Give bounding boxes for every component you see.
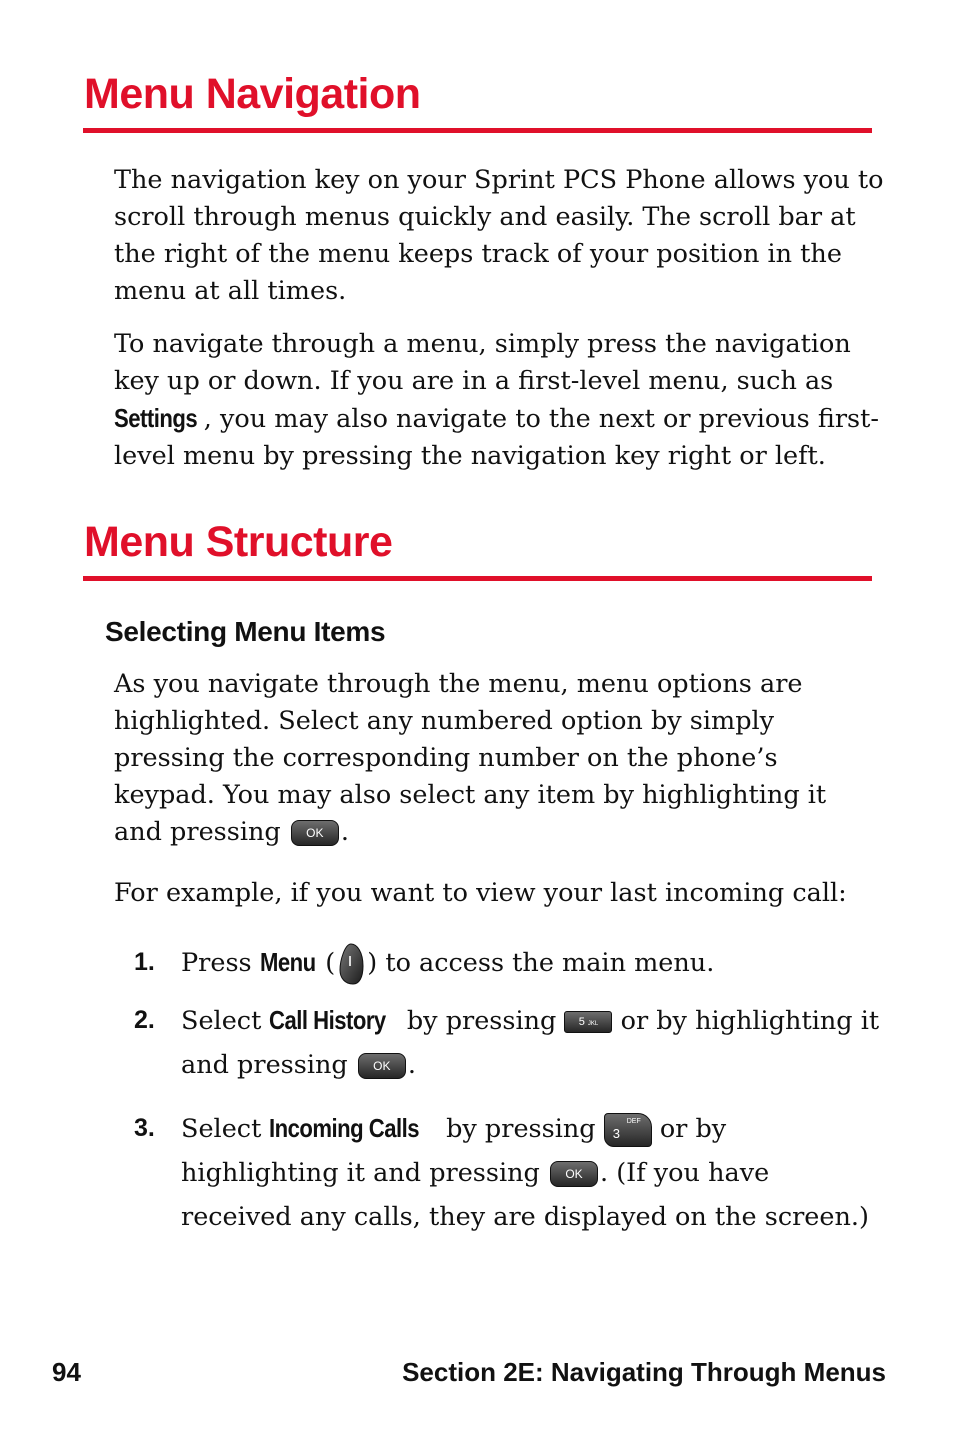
step-text [181, 940, 881, 986]
step-text-part: or by highlighting it and pressing [181, 1114, 727, 1188]
step-text [181, 1106, 881, 1239]
key-5-icon [564, 1011, 612, 1033]
key-digit: 3 [612, 1126, 620, 1141]
key-3-icon [604, 1113, 652, 1147]
menu-softkey-icon [337, 942, 365, 986]
key-letters: DEF [626, 1118, 641, 1125]
heading-menu-navigation: Menu Navigation [84, 70, 421, 118]
step-text-part: ) to access the main menu. [367, 948, 715, 978]
step-text [181, 998, 881, 1087]
paragraph-text: , you may also navigate to the next or previous first-level menu by pressing the navigation key right or left. [114, 404, 879, 471]
step-text-part: Press [181, 948, 260, 978]
section-label: Section 2E: Navigating Through Menus [402, 1357, 886, 1387]
term-menu: Menu [259, 947, 316, 977]
ok-key-icon: OK [291, 820, 339, 846]
subheading-selecting-menu-items: Selecting Menu Items [105, 616, 386, 647]
paragraph-selecting [114, 666, 874, 851]
heading-menu-structure: Menu Structure [84, 518, 393, 566]
heading-rule [83, 128, 872, 133]
page-number: 94 [52, 1357, 81, 1387]
term-incoming-calls: Incoming Calls [269, 1113, 420, 1143]
step-text-part: by pressing [437, 1114, 604, 1144]
paragraph-example: For example, if you want to view your last incoming call: [114, 878, 847, 908]
paragraph-text: As you navigate through the menu, menu options are highlighted. Select any numbered option by simply pressing the corresponding number on the phone’s keypad. You may also select any item by highlighting it and pressing [114, 669, 827, 847]
key-letters: JKL [587, 1021, 599, 1027]
step-number: 1. [134, 948, 155, 976]
step-text-part: ( [317, 948, 336, 978]
step-text-part: Select [181, 1006, 270, 1036]
ok-key-icon: OK [358, 1053, 406, 1079]
paragraph-navigation-key: The navigation key on your Sprint PCS Phone allows you to scroll through menus quickly and easily. The scroll bar at the right of the menu keeps track of your position in the menu at all times. [114, 165, 884, 306]
step-text-part: by pressing [398, 1006, 565, 1036]
ok-key-icon: OK [550, 1161, 598, 1187]
paragraph-navigate-menu [114, 326, 884, 475]
step-text-part: . [407, 1050, 416, 1080]
key-digit: 5 [578, 1016, 585, 1028]
step-text-part: or by highlighting it and pressing [181, 1006, 880, 1080]
step-number: 2. [134, 1006, 155, 1034]
step-number: 3. [134, 1114, 155, 1142]
paragraph-text: . [340, 817, 349, 847]
paragraph-text: To navigate through a menu, simply press the navigation key up or down. If you are in a first-level menu, such as [114, 329, 851, 396]
step-text-part: . (If you have received any calls, they are displayed on the screen.) [181, 1158, 869, 1232]
heading-rule [83, 576, 872, 581]
term-settings: Settings [114, 403, 198, 433]
step-text-part: Select [181, 1114, 270, 1144]
term-call-history: Call History [269, 1005, 387, 1035]
